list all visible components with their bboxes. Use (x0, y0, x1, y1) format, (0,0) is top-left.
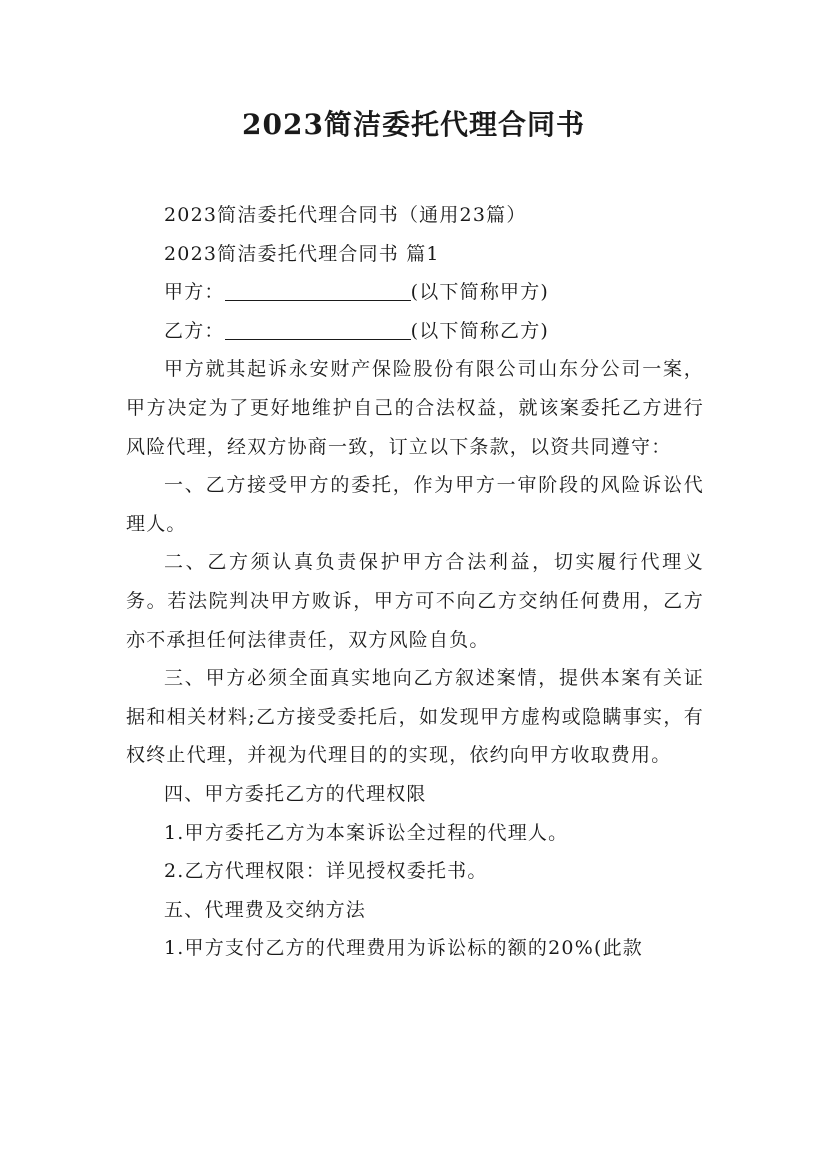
party-a-suffix: (以下简称甲方) (410, 281, 550, 304)
intro-paragraph: 甲方就其起诉永安财产保险股份有限公司山东分公司一案，甲方决定为了更好地维护自己的合法权益，就该案委托乙方进行风险代理，经双方协商一致，订立以下条款，以资共同遵守： (126, 358, 704, 458)
party-a-line (126, 273, 704, 312)
document-body (126, 196, 704, 968)
party-b-line (126, 312, 704, 351)
clause-5-item-1: 1.甲方支付乙方的代理费用为诉讼标的额的20%(此款 (164, 937, 643, 960)
section-heading: 2023简洁委托代理合同书 篇1 (164, 242, 440, 265)
clause-2: 二、乙方须认真负责保护甲方合法利益，切实履行代理义务。若法院判决甲方败诉，甲方可不向乙方交纳任何费用，乙方亦不承担任何法律责任，双方风险自负。 (126, 551, 704, 651)
document-title: 2023简洁委托代理合同书 (242, 108, 585, 141)
party-b-suffix: (以下简称乙方) (410, 319, 550, 342)
clause-4-item-2: 2.乙方代理权限：详见授权委托书。 (164, 860, 488, 883)
party-b-label: 乙方： (164, 319, 225, 342)
party-a-blank (225, 276, 411, 301)
clause-3: 三、甲方必须全面真实地向乙方叙述案情，提供本案有关证据和相关材料;乙方接受委托后，如发现甲方虚构或隐瞒事实，有权终止代理，并视为代理目的的实现，依约向甲方收取费用。 (126, 667, 704, 767)
party-b-blank (225, 315, 411, 340)
clause-1: 一、乙方接受甲方的委托，作为甲方一审阶段的风险诉讼代理人。 (126, 474, 704, 535)
party-a-label: 甲方： (164, 281, 225, 304)
clause-4-heading: 四、甲方委托乙方的代理权限 (164, 782, 427, 805)
clause-4-item-1: 1.甲方委托乙方为本案诉讼全过程的代理人。 (164, 821, 569, 844)
document-subtitle: 2023简洁委托代理合同书（通用23篇） (164, 204, 527, 226)
clause-5-heading: 五、代理费及交纳方法 (164, 898, 367, 921)
